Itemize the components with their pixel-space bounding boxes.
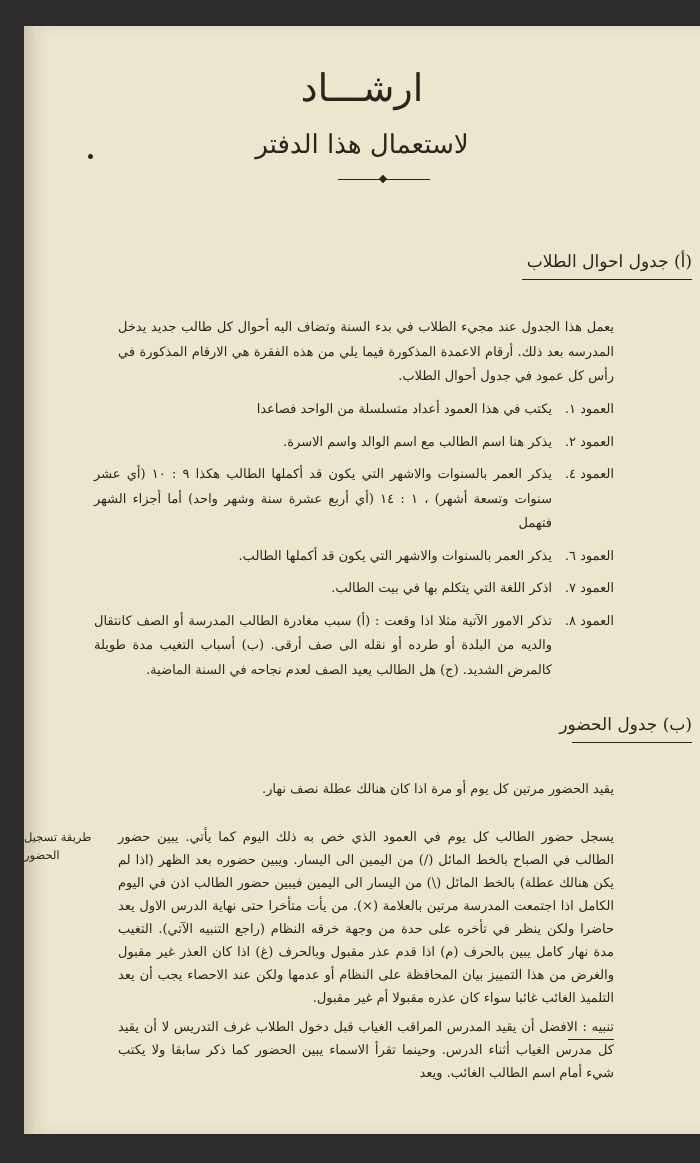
document-page [24,26,700,1134]
list-item [94,610,614,684]
column-label: العمود ٢. [564,434,614,450]
column-instructions-list [94,398,614,691]
section-b-heading: (ب) جدول الحضور [559,715,692,735]
attendance-method-paragraph: يسجل حضور الطالب كل يوم في العمود الذي خص به ذلك اليوم كما يأتي. يبين حضور الطالب في الصباح بالخط المائل (/) من اليمين الى اليسار. ويبين حضوره بعد الظهر (اذا لم يكن هنالك عطلة) بالخط المائل (\) من اليسار الى اليمين فيبين حضور الطالب اذن في اليوم الكامل اذا اجتمعت المدرسة مرتين بالعلامة (×). من يأت متأخرا حتى نهاية الدرس الاول يعد حاضرا ولكن ينظر في تأخره على حدة من وجهة خرقه النظام (راجع التنبيه الآتي). التغيب مدة نهار كامل يبين بالحرف (م) اذا قدم عذر مقبول وبالحرف (غ) اذا كان العذر غير مقبول والغرض من هذا التمييز بيان المحافظة على النظام أو عدمها ولكن عند الاحصاء يجب أن يعد التلميذ الغائب غائبا سواء كان عذره مقبولا أم غير مقبول. [118,830,614,1006]
column-label: العمود ٤. [564,467,614,482]
list-item [94,545,614,570]
column-label: العمود ١. [564,402,614,417]
column-text: يذكر العمر بالسنوات والاشهر التي يكون قد أكملها الطالب هكذا ٩ : ١٠ (أي عشر سنوات وتسعة أشهر) ، ١ : ١٤ (أي أربع عشرة سنة وشهر واحد) أما أجزاء الشهر فتهمل [94,467,552,531]
column-text: اذكر اللغة التي يتكلم بها في بيت الطالب. [331,581,552,596]
list-item [94,577,614,602]
section-b-underline [572,742,692,743]
note-paragraph: تنبيه : الافضل أن يقيد المدرس المراقب الغياب قبل دخول الطلاب غرف التدريس لا أن يقيد كل مدرس الغياب أثناء الدرس. وحينما تقرأ الاسماء يبين الحضور كما ذكر سابقا ولا يكتب شيء أمام اسم الطالب الغائب. ويعد [118,1020,614,1081]
section-a-heading: (أ) جدول احوال الطلاب [526,252,692,272]
column-label: العمود ٧. [564,581,614,596]
column-text: يذكر هنا اسم الطالب مع اسم الوالد واسم الاسرة. [283,434,552,450]
column-text: يذكر العمر بالسنوات والاشهر التي يكون قد أكملها الطالب. [238,548,552,564]
list-item [94,431,614,456]
column-label: العمود ٨. [564,613,614,629]
page-binding-edge [24,26,38,1134]
column-text: يكتب في هذا العمود أعداد متسلسلة من الواحد فصاعدا [256,402,552,417]
column-text: تذكر الامور الآتية مثلا اذا وقعت : (أ) سبب مغادرة الطالب المدرسة أو الصف كانتقال والديه من البلدة أو طرده أو نقله الى صف أرقى. (ب) أسباب التغيب مدة طويلة كالمرض الشديد. (ج) هل الطالب يعيد الصف لعدم نجاحه في السنة الماضية. [94,613,552,678]
margin-note: طريقة تسجيل الحضور [24,830,92,862]
section-a-intro: يعمل هذا الجدول عند مجيء الطلاب في بدء السنة وتضاف اليه أحوال كل طالب جديد يدخل المدرسه بعد ذلك. أرقام الاعمدة المذكورة فيما يلي من هذه الفقرة هي الارقام المذكورة في رأس كل عمود في جدول أحوال الطلاب. [118,320,614,384]
page-subtitle: لاستعمال هذا الدفتر [255,130,469,160]
column-label: العمود ٦. [564,548,614,564]
title-ornament-divider [338,179,430,180]
list-item [94,398,614,423]
list-item [94,463,614,537]
page-title: ارشـــاد [300,66,424,110]
section-b-intro: يقيد الحضور مرتين كل يوم أو مرة اذا كان هنالك عطلة نصف نهار. [262,782,614,797]
note-label-underline [568,1039,614,1040]
section-a-underline [522,279,692,280]
